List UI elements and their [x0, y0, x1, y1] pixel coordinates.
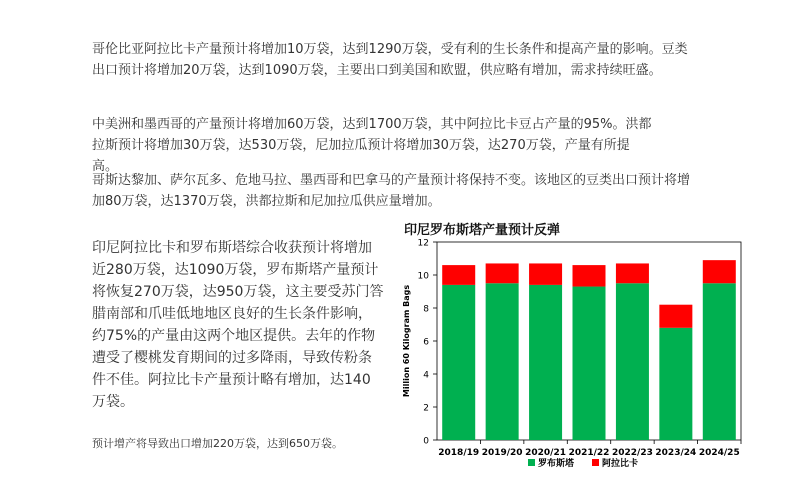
bar-arabica	[703, 260, 736, 283]
legend-label: 罗布斯塔	[538, 459, 575, 469]
bar-arabica	[442, 265, 475, 285]
y-tick-label: 0	[423, 436, 429, 447]
legend-swatch	[528, 459, 535, 466]
x-tick-label: 2023/24	[655, 448, 697, 458]
bar-arabica	[659, 305, 692, 328]
y-axis-label: Million 60 Kilogram Bags	[402, 284, 411, 398]
bar-arabica	[486, 263, 519, 283]
stacked-bar-chart	[395, 232, 755, 476]
paragraph-export-note: 预计增产将导致出口增加220万袋，达到650万袋。	[92, 437, 343, 450]
x-tick-label: 2021/22	[568, 448, 610, 458]
chart-title: 印尼罗布斯塔产量预计反弹	[404, 223, 561, 238]
bar-robusta	[442, 285, 475, 440]
bar-robusta	[659, 328, 692, 440]
chart-bars	[442, 260, 736, 440]
x-tick-label: 2024/25	[698, 448, 740, 458]
x-tick-label: 2022/23	[611, 448, 653, 458]
bar-arabica	[616, 263, 649, 283]
bar-robusta	[529, 285, 562, 440]
y-tick-label: 2	[423, 403, 429, 414]
bar-robusta	[616, 283, 649, 440]
paragraph-central-america: 中美洲和墨西哥的产量预计将增加60万袋，达到1700万袋，其中阿拉比卡豆占产量的95%。洪都拉斯预计将增加30万袋，达530万袋，尼加拉瓜预计将增加30万袋，达270万袋，产量有所提高。	[92, 117, 652, 174]
y-tick-label: 4	[423, 370, 429, 381]
x-tick-label: 2019/20	[481, 448, 523, 458]
bar-robusta	[703, 283, 736, 440]
bar-arabica	[529, 263, 562, 284]
paragraph-indonesia: 印尼阿拉比卡和罗布斯塔综合收获预计将增加近280万袋，达1090万袋，罗布斯塔产量预计将恢复270万袋，达950万袋，这主要受苏门答腊南部和爪哇低地地区良好的生长条件影响，约75%的产量由这两个地区提供。去年的作物遭受了樱桃发育期间的过多降雨，导致传粉条件不佳。阿拉比卡产量预计略有增加，达140万袋。	[92, 240, 384, 410]
x-tick-label: 2020/21	[525, 448, 567, 458]
legend-swatch	[592, 459, 599, 466]
x-tick-label: 2018/19	[438, 448, 480, 458]
bar-robusta	[486, 283, 519, 440]
y-tick-label: 10	[417, 271, 429, 282]
y-tick-label: 8	[423, 304, 429, 315]
paragraph-costa-rica-region: 哥斯达黎加、萨尔瓦多、危地马拉、墨西哥和巴拿马的产量预计将保持不变。该地区的豆类出口预计将增加80万袋，达1370万袋，洪都拉斯和尼加拉瓜供应量增加。	[92, 173, 691, 209]
y-tick-label: 6	[423, 337, 429, 348]
legend-label: 阿拉比卡	[602, 459, 639, 469]
bar-arabica	[572, 265, 605, 286]
paragraph-colombia: 哥伦比亚阿拉比卡产量预计将增加10万袋，达到1290万袋，受有利的生长条件和提高产量的影响。豆类出口预计将增加20万袋，达到1090万袋，主要出口到美国和欧盟，供应略有增加，需求持续旺盛。	[92, 42, 688, 78]
bar-robusta	[572, 287, 605, 440]
y-tick-label: 12	[417, 238, 429, 249]
chart-legend	[528, 457, 638, 469]
